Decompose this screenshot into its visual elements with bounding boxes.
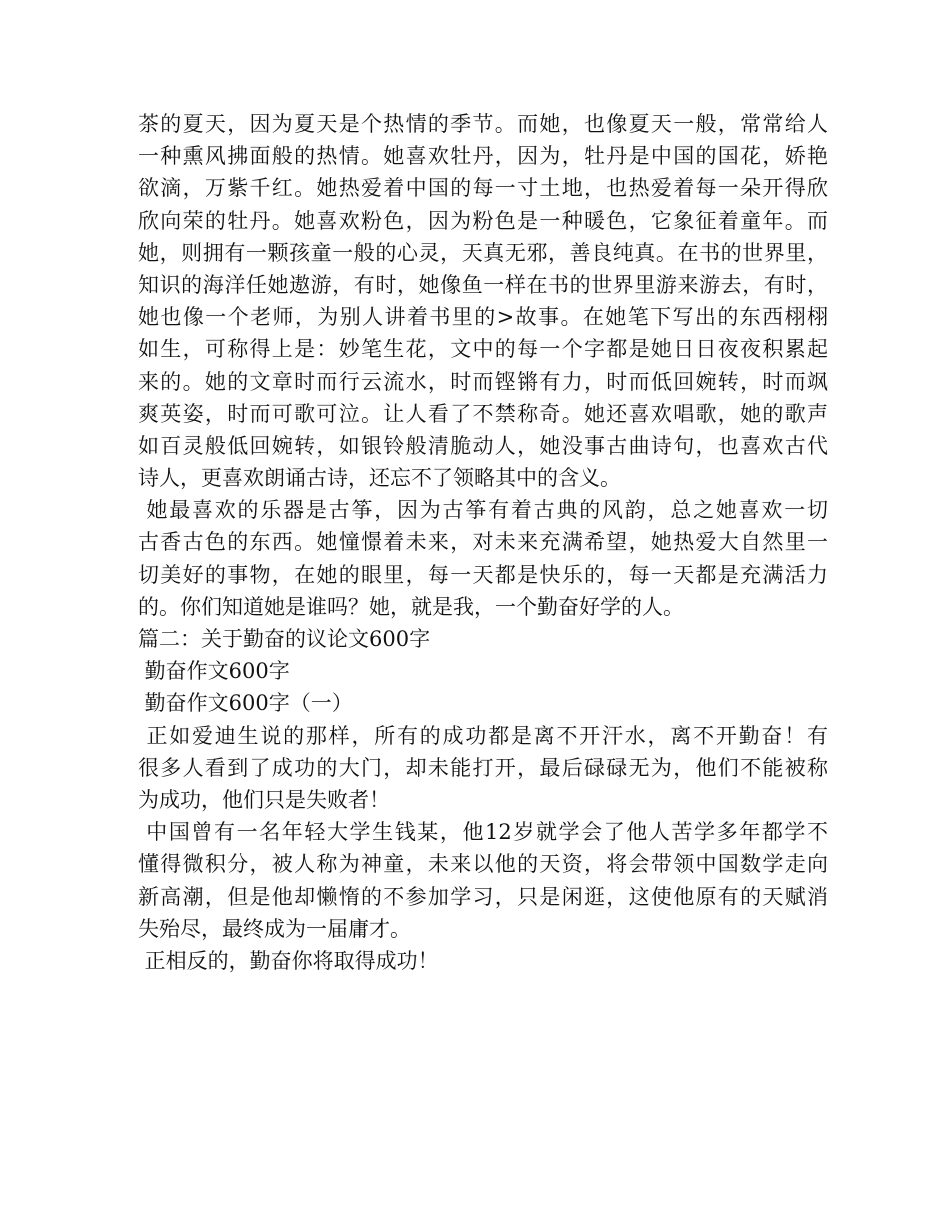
text-line: 勤奋作文600字 xyxy=(138,659,290,684)
text-line: 欣向荣的牡丹。她喜欢粉色，因为粉色是一种暖色，它象征着童年。而 xyxy=(138,208,828,233)
text-line: 为成功，他们只是失败者！ xyxy=(138,787,390,812)
text-line: 一种熏风拂面般的热情。她喜欢牡丹，因为，牡丹是中国的国花，娇艳 xyxy=(138,144,828,169)
text-line: 来的。她的文章时而行云流水，时而铿锵有力，时而低回婉转，时而飒 xyxy=(138,369,828,394)
text-line: 切美好的事物，在她的眼里，每一天都是快乐的，每一天都是充满活力 xyxy=(138,562,828,587)
text-line: 茶的夏天，因为夏天是个热情的季节。而她，也像夏天一般，常常给人 xyxy=(138,112,828,136)
text-line: 如生，可称得上是：妙笔生花，文中的每一个字都是她日日夜夜积累起 xyxy=(138,337,828,362)
text-line: 如百灵般低回婉转，如银铃般清脆动人，她没事古曲诗句，也喜欢古代 xyxy=(138,433,828,458)
text-line: 很多人看到了成功的大门，却未能打开，最后碌碌无为，他们不能被称 xyxy=(138,755,828,780)
text-line: 她也像一个老师，为别人讲着书里的>故事。在她笔下写出的东西栩栩 xyxy=(138,305,828,330)
text-line: 中国曾有一名年轻大学生钱某，他12岁就学会了他人苦学多年都学不 xyxy=(138,820,828,845)
text-line: 新高潮，但是他却懒惰的不参加学习，只是闲逛，这使他原有的天赋消 xyxy=(138,884,828,909)
document-page xyxy=(138,108,828,977)
text-line: 古香古色的东西。她憧憬着未来，对未来充满希望，她热爱大自然里一 xyxy=(138,530,828,555)
text-line: 诗人，更喜欢朗诵古诗，还忘不了领略其中的含义。 xyxy=(138,466,621,491)
text-line: 爽英姿，时而可歌可泣。让人看了不禁称奇。她还喜欢唱歌，她的歌声 xyxy=(138,401,828,426)
text-line: 失殆尽，最终成为一届庸才。 xyxy=(138,916,411,941)
text-line: 勤奋作文600字（一） xyxy=(138,691,353,716)
text-line: 正相反的，勤奋你将取得成功！ xyxy=(138,948,439,973)
text-line: 她，则拥有一颗孩童一般的心灵，天真无邪，善良纯真。在书的世界里， xyxy=(138,240,828,265)
text-line: 篇二：关于勤奋的议论文600字 xyxy=(138,627,431,651)
text-line: 正如爱迪生说的那样，所有的成功都是离不开汗水，离不开勤奋！有 xyxy=(138,723,828,748)
text-line: 的。你们知道她是谁吗？她，就是我，一个勤奋好学的人。 xyxy=(138,594,684,619)
text-line: 懂得微积分，被人称为神童，未来以他的天资，将会带领中国数学走向 xyxy=(138,852,828,877)
text-line: 知识的海洋任她遨游，有时，她像鱼一样在书的世界里游来游去，有时， xyxy=(138,272,828,297)
text-line: 欲滴，万紫千红。她热爱着中国的每一寸土地，也热爱着每一朵开得欣 xyxy=(138,176,828,201)
text-line: 她最喜欢的乐器是古筝，因为古筝有着古典的风韵，总之她喜欢一切 xyxy=(138,498,828,523)
